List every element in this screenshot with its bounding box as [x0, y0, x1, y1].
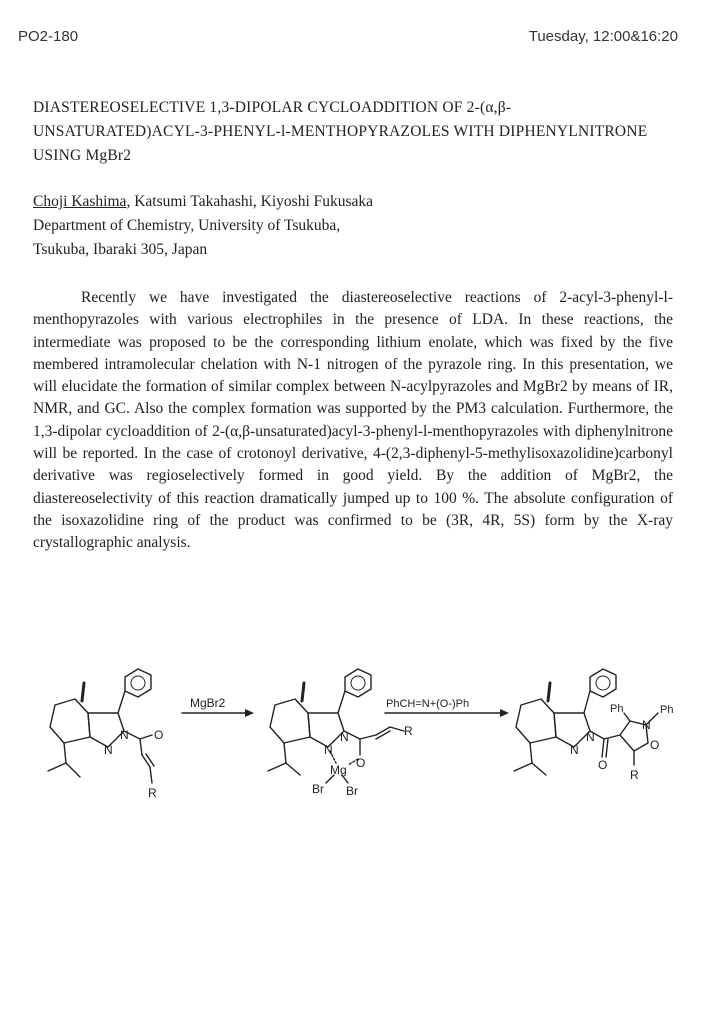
- presenting-author: Choji Kashima: [33, 193, 127, 210]
- affiliation-line-2: Tsukuba, Ibaraki 305, Japan: [33, 241, 208, 258]
- prod-atom-o: O: [598, 758, 608, 772]
- sm-atom-n2: N: [104, 743, 113, 757]
- prod-phenyl-2: Ph: [660, 704, 674, 716]
- affiliation-line-1: Department of Chemistry, University of Tsukuba,: [33, 217, 341, 234]
- sm-atom-o: O: [154, 728, 164, 742]
- abstract-text: Recently we have investigated the diastereoselective reactions of 2-acyl-3-phenyl-l-menthopyrazoles with various electrophiles in the presence of LDA. In these reactions, the intermediate was proposed to be the corresponding lithium enolate, which was fixed by the five membered intramolecular chelation with N-1 nitrogen of the pyrazole ring. In this presentation, we will elucidate the formation of similar complex between N-acylpyrazoles and MgBr2 by means of IR, NMR, and GC. Also the complex formation was supported by the PM3 calculation. Furthermore, the 1,3-dipolar cycloaddition of 2-(α,β-unsaturated)acyl-3-phenyl-l-menthopyrazoles with diphenylnitrone will be reported. In the case of crotonoyl derivative, 4-(2,3-diphenyl-5-methylisoxazolidine)carbonyl derivative was regioselectively formed in good yield. By the addition of MgBr2, the diastereoselectivity of this reaction dramatically jumped up to 100 %. The absolute configuration of the isoxazolidine ring of the product was confirmed to be (3R, 4R, 5S) form by the X-ray crystallographic analysis.: [33, 289, 673, 552]
- prod-substituent-r: R: [630, 768, 639, 782]
- prod-isoxazolidine-n: N: [642, 718, 651, 732]
- paper-title: DIASTEREOSELECTIVE 1,3-DIPOLAR CYCLOADDITION OF 2-(α,β-UNSATURATED)ACYL-3-PHENYL-l-MENTHOPYRAZOLES WITH DIPHENYLNITRONE USING MgBr2: [33, 99, 648, 164]
- prod-atom-n: N: [586, 730, 595, 744]
- int-substituent-r: R: [404, 724, 413, 738]
- starting-material-structure: [48, 669, 154, 783]
- poster-code: PO2-180: [18, 28, 79, 45]
- sm-substituent-r: R: [148, 786, 157, 800]
- reagent-nitrone: PhCH=N+(O-)Ph: [386, 698, 470, 710]
- int-atom-br-2: Br: [346, 784, 358, 798]
- author-list: [33, 190, 373, 214]
- int-atom-br-1: Br: [312, 782, 324, 796]
- session-time: Tuesday, 12:00&16:20: [528, 28, 678, 45]
- int-atom-n2: N: [324, 743, 333, 757]
- sm-atom-n: N: [120, 728, 129, 742]
- int-atom-o: O: [356, 756, 366, 770]
- prod-isoxazolidine-o: O: [650, 738, 660, 752]
- prod-phenyl-1: Ph: [610, 703, 624, 715]
- prod-atom-n2: N: [570, 743, 579, 757]
- reaction-scheme: [30, 655, 690, 805]
- int-atom-mg: Mg: [330, 763, 347, 777]
- reagent-mgbr2: MgBr2: [190, 696, 226, 710]
- int-atom-n: N: [340, 730, 349, 744]
- isoxazolidine-product-structure: [514, 669, 658, 775]
- co-authors: , Katsumi Takahashi, Kiyoshi Fukusaka: [126, 193, 374, 210]
